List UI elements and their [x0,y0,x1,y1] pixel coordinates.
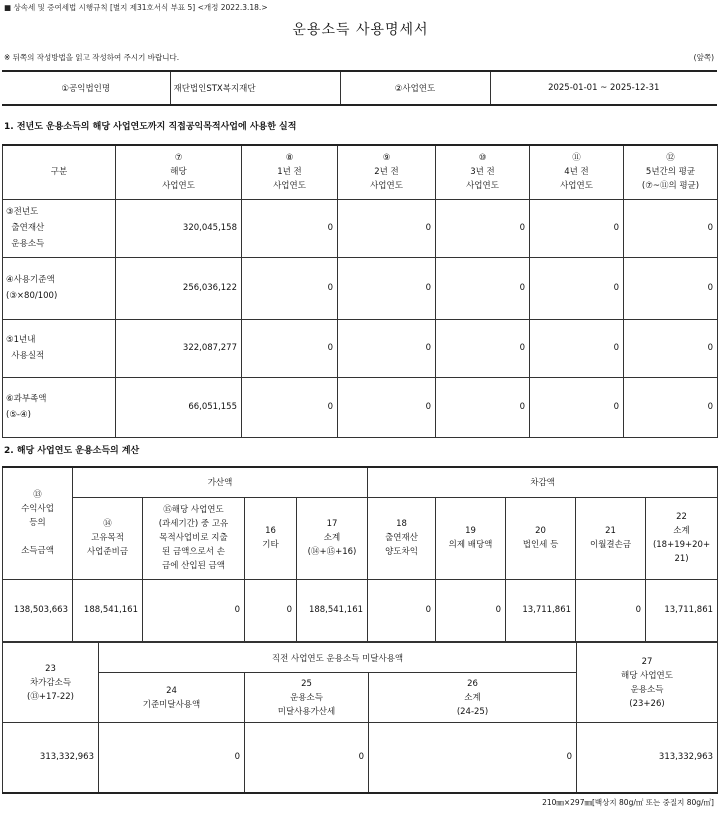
cell-value: 188,541,161 [73,579,143,641]
cell-value: 0 [338,257,436,319]
cell-value: 0 [624,319,718,377]
cell-value: 0 [242,199,338,257]
table-row [3,377,718,437]
fiscal-year-value: 2025-01-01 ~ 2025-12-31 [490,71,717,105]
cell-value: 0 [338,199,436,257]
cell-value: 188,541,161 [297,579,368,641]
header-business-income: ⑬ 수익사업 등의 소득금액 [3,467,73,579]
cell-value: 320,045,158 [116,199,242,257]
cell-value: 0 [245,579,297,641]
cell-value: 66,051,155 [116,377,242,437]
header-additions: 가산액 [73,467,368,497]
section1-title: 1. 전년도 운용소득의 해당 사업연도까지 직접공익목적사업에 사용한 실적 [4,122,297,132]
fiscal-year-label: ②사업연도 [340,71,490,105]
row-label: ⑤1년내 사용실적 [3,319,116,377]
header-gubun: 구분 [3,145,116,199]
info-table [2,70,717,106]
row-label: ③전년도 출연재산 운용소득 [3,199,116,257]
table-row [3,723,718,793]
header-5yr-avg: ⑫ 5년간의 평균 (⑦~⑪의 평균) [624,145,718,199]
cell-value: 0 [436,319,530,377]
header-reserve: ⑭ 고유목적 사업준비금 [73,497,143,579]
cell-value: 0 [338,319,436,377]
cell-value: 0 [436,579,506,641]
usage-record-table [2,144,718,438]
header-2yr-ago: ⑨ 2년 전 사업연도 [338,145,436,199]
cell-value: 0 [143,579,245,641]
cell-value: 0 [436,377,530,437]
header-shortfall-amount: 24 기준미달사용액 [99,673,245,723]
cell-value: 313,332,963 [3,723,99,793]
cell-value: 0 [436,199,530,257]
paper-spec: 210㎜×297㎜[백상지 80g/㎡ 또는 중질지 80g/㎡] [542,798,714,807]
corp-name-value: 재단법인STX복지재단 [170,71,340,105]
cell-value: 13,711,861 [506,579,576,641]
table-row [3,257,718,319]
cell-value: 313,332,963 [577,723,718,793]
cell-value: 0 [245,723,369,793]
header-3yr-ago: ⑩ 3년 전 사업연도 [436,145,530,199]
cell-value: 0 [338,377,436,437]
form-reference: ■ 상속세 및 증여세법 시행규칙 [별지 제31호서식 부표 5] <개정 2022.3.18.> [4,3,268,12]
header-deduct-subtotal: 22 소계 (18+19+20+ 21) [646,497,718,579]
table-row [3,319,718,377]
header-expense-included: ⑮해당 사업연도 (과세기간) 중 고유 목적사업비로 지출 된 금액으로서 손 금에 산입된 금액 [143,497,245,579]
cell-value: 0 [530,377,624,437]
cell-value: 0 [624,257,718,319]
page-title: 운용소득 사용명세서 [292,22,429,38]
table-row [3,199,718,257]
cell-value: 0 [624,199,718,257]
cell-value: 0 [624,377,718,437]
row-label: ⑥과부족액 (⑤-④) [3,377,116,437]
header-corp-tax: 20 법인세 등 [506,497,576,579]
header-net-income: 23 차가감소득 (⑬+17-22) [3,643,99,723]
cell-value: 0 [530,319,624,377]
page-side-label: (앞쪽) [693,53,714,62]
cell-value: 0 [530,257,624,319]
header-current-year: ⑦ 해당 사업연도 [116,145,242,199]
header-shortfall-penalty: 25 운용소득 미달사용가산세 [245,673,369,723]
cell-value: 0 [99,723,245,793]
cell-value: 322,087,277 [116,319,242,377]
cell-value: 0 [242,319,338,377]
cell-value: 0 [436,257,530,319]
cell-value: 0 [530,199,624,257]
header-transfer-gain: 18 출연재산 양도차익 [368,497,436,579]
cell-value: 0 [368,579,436,641]
section2-title: 2. 해당 사업연도 운용소득의 계산 [4,446,140,456]
cell-value: 256,036,122 [116,257,242,319]
row-label: ④사용기준액 (③×80/100) [3,257,116,319]
header-deductions: 차감액 [368,467,718,497]
header-deemed-dividend: 19 의제 배당액 [436,497,506,579]
header-shortfall-subtotal: 26 소계 (24-25) [369,673,577,723]
cell-value: 0 [242,377,338,437]
usage-shortfall-table [2,642,718,794]
header-add-subtotal: 17 소계 (⑭+⑮+16) [297,497,368,579]
cell-value: 0 [576,579,646,641]
header-loss-carryover: 21 이월결손금 [576,497,646,579]
corp-name-label: ①공익법인명 [2,71,170,105]
header-operating-income: 27 해당 사업연도 운용소득 (23+26) [577,643,718,723]
cell-value: 138,503,663 [3,579,73,641]
cell-value: 0 [369,723,577,793]
header-4yr-ago: ⑪ 4년 전 사업연도 [530,145,624,199]
header-1yr-ago: ⑧ 1년 전 사업연도 [242,145,338,199]
table-row [3,579,718,641]
header-other: 16 기타 [245,497,297,579]
income-calc-table [2,466,718,642]
notice-text: ※ 뒤쪽의 작성방법을 읽고 작성하여 주시기 바랍니다. [4,53,180,62]
header-shortfall-group: 직전 사업연도 운용소득 미달사용액 [99,643,577,673]
cell-value: 0 [242,257,338,319]
cell-value: 13,711,861 [646,579,718,641]
